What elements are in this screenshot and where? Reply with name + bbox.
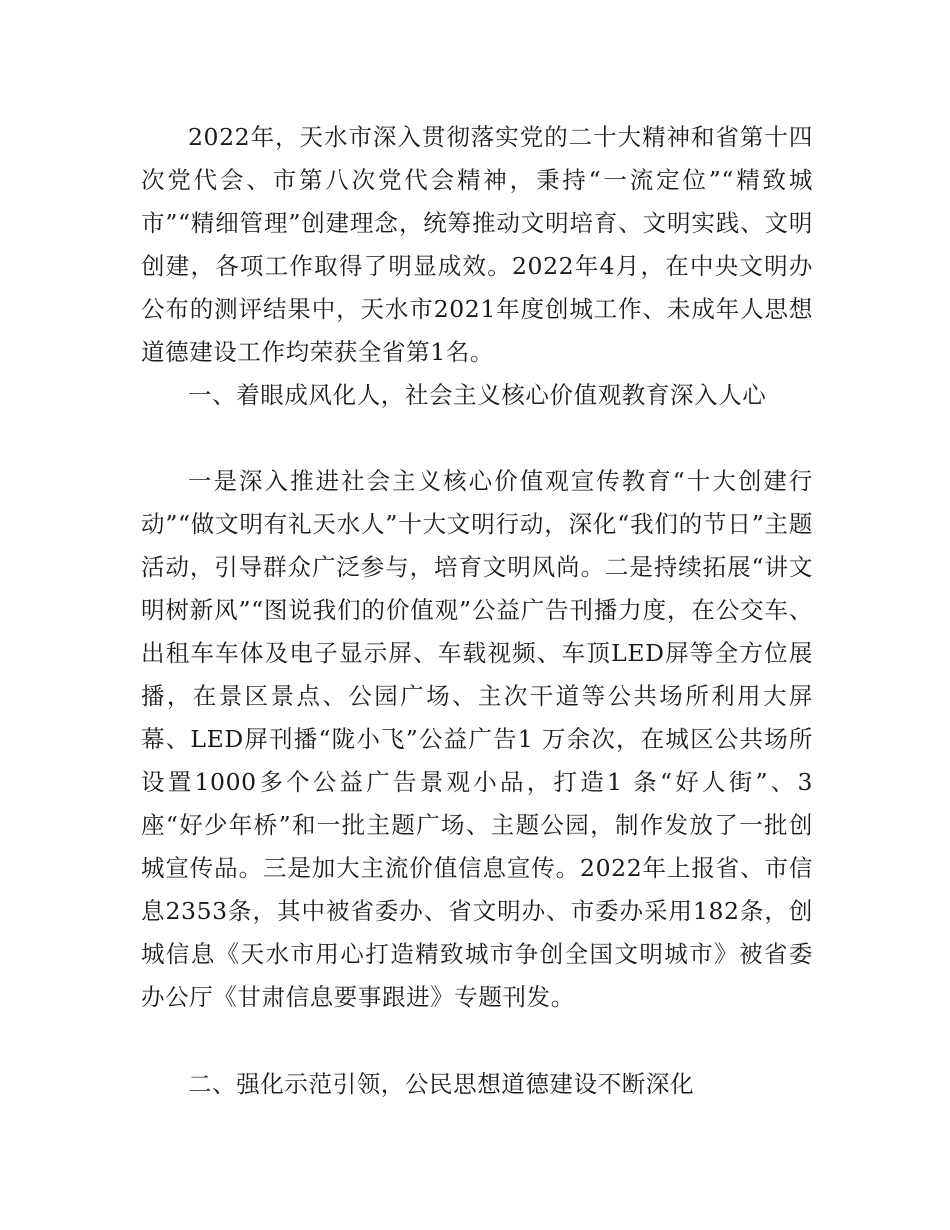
section-1-heading-block bbox=[141, 374, 813, 417]
intro-paragraph-block bbox=[141, 116, 813, 374]
section-1-heading: 一、着眼成风化人，社会主义核心价值观教育深入人心 bbox=[188, 381, 767, 409]
section-1-paragraph: 一是深入推进社会主义核心价值观宣传教育“十大创建行动”“做文明有礼天水人”十大文明行动，深化“我们的节日”主题活动，引导群众广泛参与，培育文明风尚。二是持续拓展“讲文明树新风”“图说我们的价值观”公益广告刊播力度，在公交车、出租车车体及电子显示屏、车载视频、车顶LED屏等全方位展播，在景区景点、公园广场、主次干道等公共场所利用大屏幕、LED屏刊播“陇小飞”公益广告1 万余次，在城区公共场所设置1000多个公益广告景观小品，打造1 条“好人街”、3 座“好少年桥”和一批主题广场、主题公园，制作发放了一批创城宣传品。三是加大主流价值信息宣传。2022年上报省、市信息2353条，其中被省委办、省文明办、市委办采用182条，创城信息《天水市用心打造精致城市争创全国文明城市》被省委办公厅《甘肃信息要事跟进》专题刊发。 bbox=[141, 467, 813, 1011]
section-2-heading-block bbox=[141, 1063, 813, 1106]
section-1-paragraph-block bbox=[141, 460, 813, 1019]
section-2-heading: 二、强化示范引领，公民思想道德建设不断深化 bbox=[188, 1070, 695, 1098]
intro-paragraph: 2022年，天水市深入贯彻落实党的二十大精神和省第十四次党代会、市第八次党代会精神，秉持“一流定位”“精致城市”“精细管理”创建理念，统筹推动文明培育、文明实践、文明创建，各项工作取得了明显成效。2022年4月，在中央文明办公布的测评结果中，天水市2021年度创城工作、未成年人思想道德建设工作均荣获全省第1名。 bbox=[141, 123, 813, 366]
